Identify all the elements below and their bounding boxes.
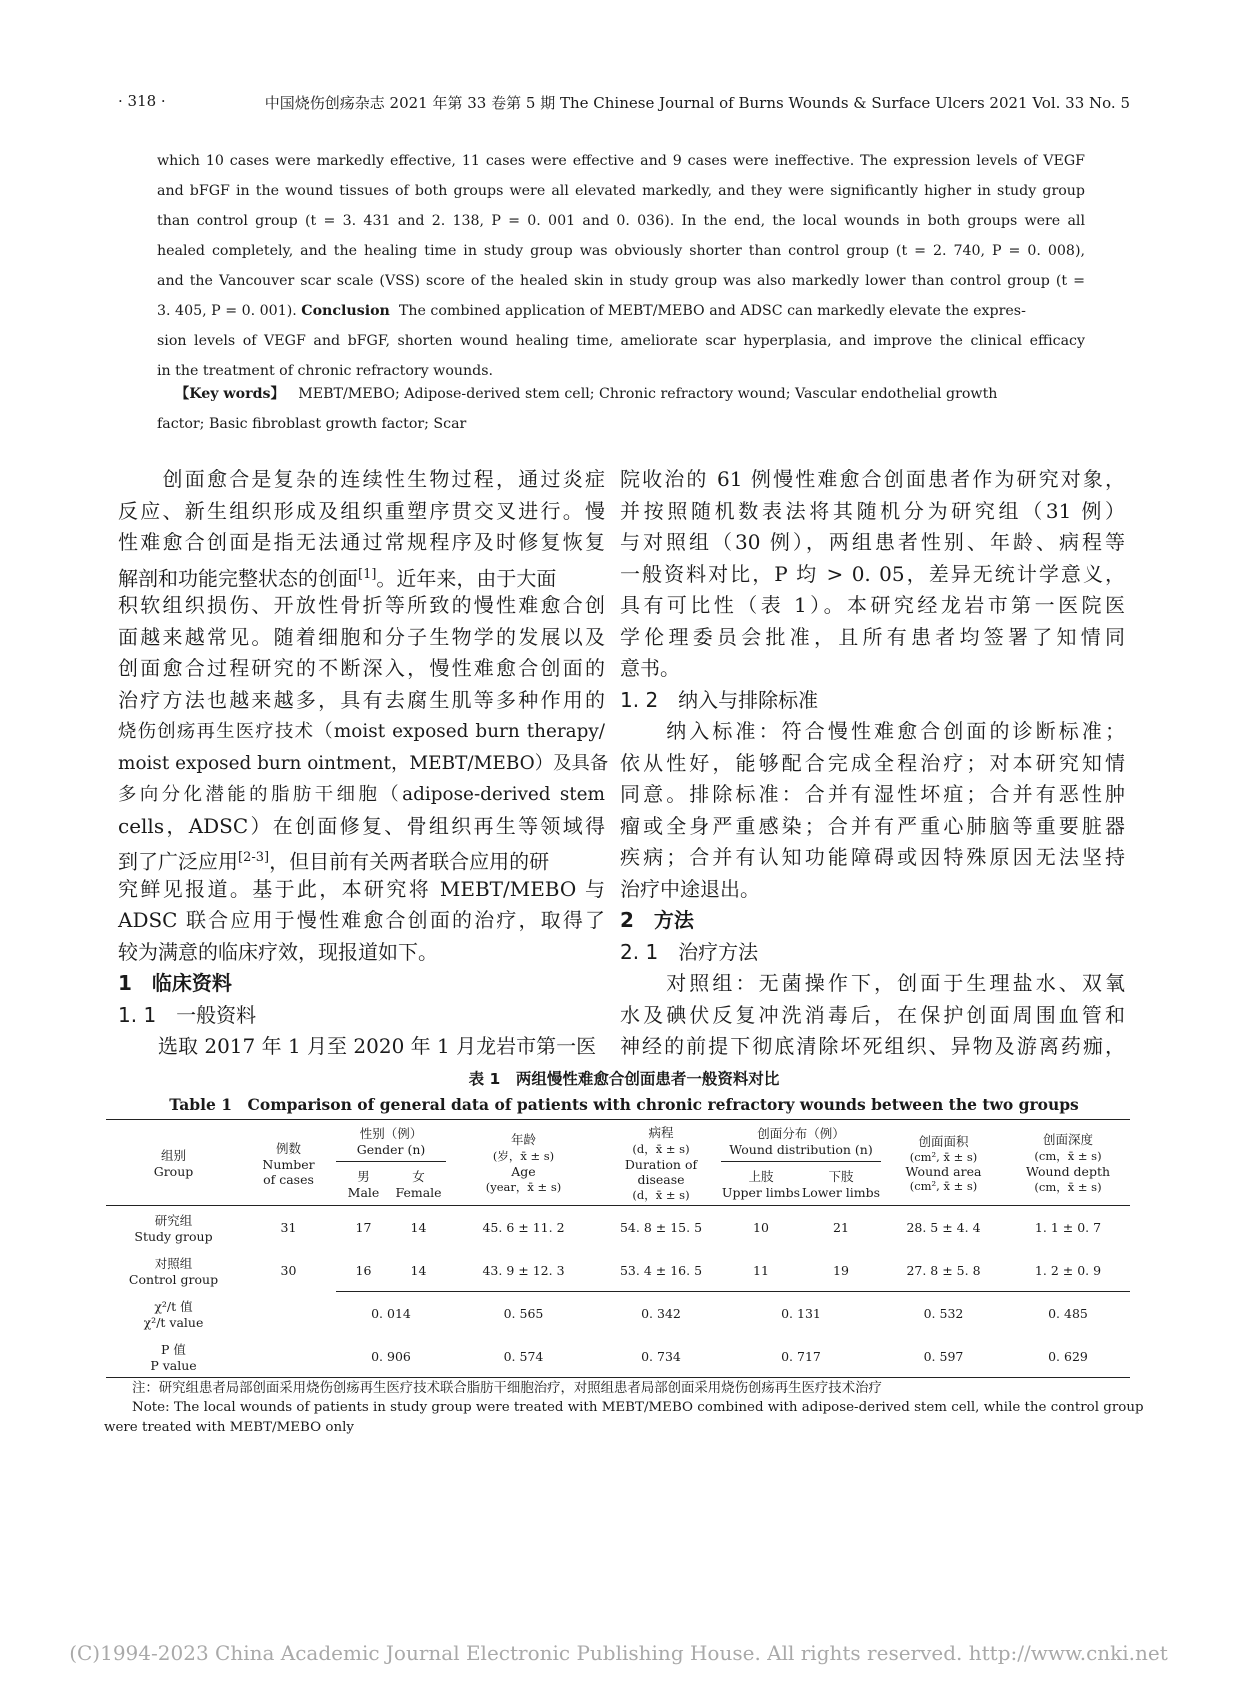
th-text: Female [395, 1185, 442, 1200]
cell: 31 [241, 1206, 336, 1250]
th-text: 创面分布（例） [757, 1126, 845, 1141]
section-heading: 1 临床资料 [118, 971, 232, 995]
subsection-heading: 1. 2 纳入与排除标准 [620, 687, 819, 712]
th-text: (cm², x̄ ± s) [909, 1150, 978, 1164]
th-text: 例数 [275, 1140, 301, 1156]
th-duration [601, 1120, 721, 1206]
cell: 54. 8 ± 15. 5 [601, 1206, 721, 1250]
th-text: (岁，x̄ ± s) [492, 1149, 555, 1163]
cell: 0. 485 [1006, 1292, 1130, 1336]
th-text: 上肢 [748, 1169, 774, 1184]
running-header [118, 92, 1130, 116]
keywords [157, 379, 1085, 439]
cell-group [106, 1292, 241, 1336]
body-line [118, 842, 605, 874]
cell: 0. 014 [336, 1292, 446, 1336]
th-text: 下肢 [828, 1169, 854, 1184]
th-female [391, 1162, 446, 1206]
body-line [118, 559, 605, 591]
table-note-zh: 注：研究组患者局部创面采用烧伤创疡再生医疗技术联合脂肪干细胞治疗，对照组患者局部创面采用烧伤创疡再生医疗技术治疗 [132, 1381, 882, 1396]
body-line: 纳入标准：符合慢性难愈合创面的诊断标准； [620, 719, 1125, 743]
body-line: 具有可比性（表 1）。本研究经龙岩市第一医院医 [620, 593, 1125, 617]
th-lower [801, 1162, 881, 1206]
body-line: 瘤或全身严重感染；合并有严重心肺脑等重要脏器 [620, 813, 1125, 838]
data-table [106, 1119, 1130, 1378]
cell: 1. 2 ± 0. 9 [1034, 1262, 1102, 1278]
body-line: 学伦理委员会批准，且所有患者均签署了知情同 [620, 624, 1125, 649]
body-line: 院收治的 61 例慢性难愈合创面患者作为研究对象， [620, 467, 1125, 491]
abstract-line: and the Vancouver scar scale (VSS) score of the healed skin in study group was also markedly lower than control group (t = [157, 273, 1085, 289]
th-text: 组别 [160, 1148, 186, 1163]
th-distribution [721, 1120, 881, 1162]
body-line: 积软组织损伤、开放性骨折等所致的慢性难愈合创 [118, 593, 605, 617]
abstract-line-part: 3. 405, P = 0. 001). [157, 303, 297, 319]
cell-empty [241, 1292, 336, 1336]
cell: 10 [721, 1206, 801, 1250]
body-line: 创面愈合是复杂的连续性生物过程，通过炎症 [118, 467, 605, 491]
abstract-line: which 10 cases were markedly effective, 11 cases were effective and 9 cases were ineffective. The expression levels of VEGF [157, 153, 1085, 169]
body-line: 烧伤创疡再生医疗技术（moist exposed burn therapy/ [118, 721, 605, 742]
cell: 14 [391, 1206, 446, 1250]
body-line: 神经的前提下彻底清除坏死组织、异物及游离药痂， [620, 1034, 1125, 1058]
body-line: cells，ADSC）在创面修复、骨组织再生等领域得 [118, 813, 605, 838]
th-text: Upper limbs [721, 1185, 801, 1200]
th-text: 病程 [648, 1124, 674, 1140]
cell: 0. 906 [336, 1336, 446, 1378]
cell: 0. 574 [446, 1336, 601, 1378]
body-line: 意书。 [620, 656, 680, 680]
keywords-text: MEBT/MEBO; Adipose-derived stem cell; Chronic refractory wound; Vascular endothelial growth [298, 386, 998, 402]
abstract-line: than control group (t = 3. 431 and 2. 138, P = 0. 001 and 0. 036). In the end, the local wounds in both groups were all [157, 213, 1085, 229]
th-text: 创面深度 [1042, 1132, 1093, 1147]
th-text: Duration of disease [624, 1156, 698, 1187]
abstract-line [157, 296, 1085, 326]
abstract-line-part: The combined application of MEBT/MEBO and ADSC can markedly elevate the expres- [398, 303, 1026, 319]
cell: 16 [355, 1262, 372, 1278]
cell: 53. 4 ± 16. 5 [619, 1262, 703, 1278]
cell: 0. 342 [601, 1292, 721, 1336]
keywords-line: factor; Basic fibroblast growth factor; Scar [157, 416, 467, 432]
th-text: Lower limbs [801, 1185, 881, 1200]
cell: 27. 8 ± 5. 8 [906, 1262, 981, 1278]
cell: 0. 532 [881, 1292, 1006, 1336]
th-text: Male [347, 1185, 380, 1200]
th-text: Age [511, 1164, 536, 1179]
abstract-line: healed completely, and the healing time in study group was obviously shorter than control group (t = 2. 740, P = 0. 008), [157, 243, 1085, 259]
th-text: Wound distribution (n) [729, 1142, 873, 1157]
cell-text: P 值 [161, 1341, 186, 1357]
th-upper [721, 1162, 801, 1206]
body-line: 多向分化潜能的脂肪干细胞（adipose-derived stem [118, 784, 605, 805]
body-line: 同意。排除标准：合并有湿性坏疽；合并有恶性肿 [620, 782, 1125, 806]
th-age [446, 1120, 601, 1206]
cell: 0. 597 [881, 1336, 1006, 1378]
body-line: 一般资料对比，P 均 > 0. 05，差异无统计学意义， [620, 561, 1125, 586]
subsection-heading: 1. 1 一般资料 [118, 1002, 257, 1027]
th-group [106, 1120, 241, 1206]
cell: 19 [833, 1262, 849, 1278]
th-text: 创面面积 [918, 1134, 969, 1149]
body-line: 并按照随机数表法将其随机分为研究组（31 例） [620, 498, 1125, 523]
th-text: 女 [412, 1169, 425, 1184]
th-text: 年龄 [510, 1132, 536, 1147]
cell-group [106, 1250, 241, 1292]
th-text: Number [262, 1156, 315, 1172]
table-note-en: Note: The local wounds of patients in study group were treated with MEBT/MEBO combined with adipose-derived stem cell, while the control group [132, 1400, 1144, 1415]
cell-group [106, 1206, 241, 1250]
th-gender [336, 1120, 446, 1162]
th-cases [241, 1120, 336, 1206]
cell: 0. 131 [721, 1292, 881, 1336]
cell: 1. 1 ± 0. 7 [1006, 1206, 1130, 1250]
keywords-line [157, 379, 1085, 409]
copyright-footer: (C)1994-2023 China Academic Journal Electronic Publishing House. All rights reserved. http://www.cnki.net [69, 1641, 1168, 1665]
body-line: 反应、新生组织形成及组织重塑序贯交叉进行。慢 [118, 498, 605, 523]
cell-empty [241, 1336, 336, 1378]
cell: 0. 629 [1006, 1336, 1130, 1378]
table-row-stat [106, 1336, 1130, 1378]
th-text: of cases [263, 1171, 314, 1187]
body-line: 与对照组（30 例），两组患者性别、年龄、病程等 [620, 530, 1125, 554]
body-line: 选取 2017 年 1 月至 2020 年 1 月龙岩市第一医 [118, 1034, 597, 1058]
th-text: (d，x̄ ± s) [632, 1187, 690, 1202]
section-heading: 2 方法 [620, 908, 694, 932]
cell: 45. 6 ± 11. 2 [446, 1206, 601, 1250]
cell: 21 [801, 1206, 881, 1250]
body-line: 治疗方法也越来越多，具有去腐生肌等多种作用的 [118, 687, 605, 712]
body-text: ，但目前有关两者联合应用的研 [269, 849, 550, 874]
body-line: ADSC 联合应用于慢性难愈合创面的治疗，取得了 [118, 908, 605, 932]
body-left-column [118, 464, 609, 1063]
table-caption-zh: 表 1 两组慢性难愈合创面患者一般资料对比 [468, 1070, 780, 1088]
cell-group [106, 1336, 241, 1378]
cell-text: 对照组 [154, 1256, 193, 1271]
th-text: (year，x̄ ± s) [485, 1180, 562, 1194]
body-text: 解剖和功能完整状态的创面 [118, 566, 358, 591]
table-row [106, 1250, 1130, 1292]
conclusion-label: Conclusion [301, 303, 390, 319]
cell: 30 [280, 1263, 297, 1278]
body-text: 到了广泛应用 [118, 849, 238, 874]
th-depth [1006, 1120, 1130, 1206]
citation: [2-3] [238, 850, 270, 865]
body-right-column [620, 464, 1125, 1063]
body-line: 面越来越常见。随着细胞和分子生物学的发展以及 [118, 624, 605, 649]
citation: [1] [358, 566, 377, 582]
th-text: Wound depth [1025, 1164, 1111, 1179]
th-area [881, 1120, 1006, 1206]
cell: 14 [410, 1262, 427, 1278]
body-line: moist exposed burn ointment，MEBT/MEBO）及具备 [118, 752, 609, 774]
journal-title: 中国烧伤创疡杂志 2021 年第 33 卷第 5 期 The Chinese Journal of Burns Wounds & Surface Ulcers 2021 Vol. 33 No. 5 [264, 94, 1130, 112]
th-male [336, 1162, 391, 1206]
table-row [106, 1206, 1130, 1250]
abstract-line: in the treatment of chronic refractory wounds. [157, 363, 494, 379]
cell: 43. 9 ± 12. 3 [482, 1262, 565, 1278]
body-line: 治疗中途退出。 [620, 876, 760, 901]
th-text: Group [153, 1164, 194, 1179]
th-text: (d，x̄ ± s) [632, 1141, 690, 1156]
cell-text: χ²/t value [143, 1315, 204, 1330]
cell: 28. 5 ± 4. 4 [881, 1206, 1006, 1250]
table-row-stat [106, 1292, 1130, 1336]
body-line: 究鲜见报道。基于此，本研究将 MEBT/MEBO 与 [118, 876, 605, 901]
abstract-line: and bFGF in the wound tissues of both groups were all elevated markedly, and they were significantly higher in study group [157, 183, 1085, 199]
body-line: 水及碘伏反复冲洗消毒后，在保护创面周围血管和 [620, 1002, 1125, 1027]
abstract [157, 146, 1085, 386]
cell-text: χ²/t 值 [154, 1299, 193, 1314]
page-number: · 318 · [118, 92, 166, 110]
table-note-en-cont: were treated with MEBT/MEBO only [104, 1420, 354, 1435]
keywords-label: 【Key words】 [175, 386, 285, 402]
th-text: (cm², x̄ ± s) [909, 1179, 978, 1193]
cell-text: Study group [134, 1229, 213, 1245]
body-line: 性难愈合创面是指无法通过常规程序及时修复恢复 [118, 530, 605, 554]
body-line: 较为满意的临床疗效，现报道如下。 [118, 939, 438, 964]
subsection-heading: 2. 1 治疗方法 [620, 939, 759, 964]
cell-text: P value [150, 1357, 197, 1373]
th-text: Wound area [905, 1164, 982, 1179]
cell: 11 [753, 1262, 769, 1278]
th-text: (cm，x̄ ± s) [1034, 1149, 1102, 1163]
cell: 0. 717 [721, 1336, 881, 1378]
th-text: (cm，x̄ ± s) [1034, 1180, 1102, 1194]
table-caption-en: Table 1 Comparison of general data of patients with chronic refractory wounds between the two groups [169, 1095, 1079, 1114]
cell-text: Control group [128, 1272, 219, 1287]
th-text: 性别（例） [359, 1126, 423, 1141]
abstract-line: sion levels of VEGF and bFGF, shorten wound healing time, ameliorate scar hyperplasia, and improve the clinical efficacy [157, 333, 1085, 349]
body-text: 。近年来，由于大面 [376, 566, 557, 591]
cell: 0. 565 [446, 1292, 601, 1336]
body-line: 对照组：无菌操作下，创面于生理盐水、双氧 [620, 971, 1125, 995]
body-line: 创面愈合过程研究的不断深入，慢性难愈合创面的 [118, 656, 605, 680]
th-text: Gender (n) [356, 1142, 426, 1157]
body-line: 疾病；合并有认知功能障碍或因特殊原因无法坚持 [620, 845, 1125, 869]
body-line: 依从性好，能够配合完成全程治疗；对本研究知情 [620, 750, 1125, 775]
cell: 17 [336, 1206, 391, 1250]
th-text: 男 [357, 1169, 370, 1184]
cell: 0. 734 [601, 1336, 721, 1378]
cell-text: 研究组 [154, 1213, 193, 1229]
